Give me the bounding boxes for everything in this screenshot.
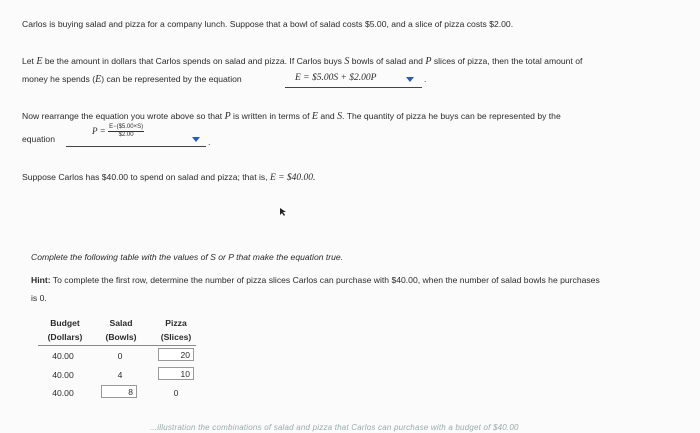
- budget-equation: E = $40.00.: [269, 173, 316, 183]
- mouse-cursor-icon: [279, 207, 287, 217]
- text-segment: bowls of salad and: [349, 56, 426, 66]
- rearranged-dropdown-underline[interactable]: [66, 146, 206, 147]
- var-e: E: [95, 74, 102, 85]
- header-top: Pizza: [165, 318, 187, 328]
- equation-label: equation: [22, 134, 55, 144]
- text-segment: be the amount in dollars that Carlos spends on salad and pizza. If Carlos buys: [42, 56, 345, 66]
- header-bottom: (Dollars): [47, 332, 83, 342]
- text-segment: slices of pizza, then the total amount of: [431, 56, 583, 66]
- hint-line1: [31, 275, 600, 285]
- dropdown-caret-icon[interactable]: [192, 137, 200, 142]
- fraction-denominator: $2.00: [118, 132, 134, 138]
- header-bottom: (Slices): [160, 332, 192, 342]
- text-segment: Suppose Carlos has $40.00 to spend on salad and pizza; that is,: [22, 172, 270, 182]
- text-segment: Now rearrange the equation you wrote above so that: [22, 111, 225, 121]
- period: .: [208, 137, 211, 147]
- cell-pizza: 0: [173, 388, 179, 398]
- bottom-caption: ...illustration the combinations of salad and pizza that Carlos can purchase with a budget of $40.00: [150, 423, 519, 432]
- budget-statement: [22, 172, 315, 183]
- header-bottom: (Bowls): [105, 332, 137, 342]
- cell-salad: 4: [117, 370, 123, 380]
- cell-budget: 40.00: [52, 351, 74, 361]
- text-segment: Let: [22, 56, 37, 66]
- instructions: Complete the following table with the values of S or P that make the equation true.: [31, 252, 344, 262]
- var-e: E: [311, 111, 318, 122]
- hint-line2: is 0.: [31, 293, 47, 303]
- intro-text: Carlos is buying salad and pizza for a company lunch. Suppose that a bowl of salad costs $5.00, and a slice of pizza costs $2.00.: [22, 19, 514, 29]
- header-divider: [38, 345, 196, 346]
- var-p: P: [224, 111, 231, 122]
- hint-text: To complete the first row, determine the number of pizza slices Carlos can purchase with $40.00, when the number of salad bowls he purchases: [50, 275, 600, 285]
- cell-budget: 40.00: [52, 370, 74, 380]
- equation-dropdown-value[interactable]: E = $5.00S + $2.00P: [295, 73, 377, 83]
- fraction-numerator: E−($5.00×S): [109, 124, 144, 130]
- text-segment: is written in terms of: [230, 111, 312, 121]
- pizza-input[interactable]: 10: [158, 367, 194, 380]
- hint-label: Hint:: [31, 275, 51, 285]
- header-top: Budget: [50, 318, 80, 328]
- col-header-pizza: [156, 318, 196, 342]
- header-top: Salad: [109, 318, 133, 328]
- text-segment: and: [317, 111, 338, 121]
- paragraph-equation-line2: [22, 74, 242, 85]
- lhs: P =: [92, 125, 106, 136]
- col-header-budget: [38, 318, 92, 342]
- cell-budget: 40.00: [52, 388, 74, 398]
- col-header-salad: [100, 318, 142, 342]
- period: .: [424, 74, 427, 84]
- paragraph-rearrange: [22, 111, 561, 122]
- equation-dropdown-underline[interactable]: [285, 87, 422, 88]
- cell-salad: 0: [117, 351, 123, 361]
- salad-input[interactable]: 8: [101, 385, 137, 398]
- var-s: S: [344, 56, 350, 67]
- dropdown-caret-icon[interactable]: [406, 77, 414, 82]
- text-segment: ) can be represented by the equation: [101, 74, 242, 84]
- var-p: P: [425, 56, 432, 67]
- text-segment: money he spends (: [22, 74, 96, 84]
- var-s: S: [337, 111, 343, 122]
- rearranged-dropdown-value[interactable]: [92, 124, 144, 139]
- var-e: E: [36, 56, 43, 67]
- pizza-input[interactable]: 20: [158, 348, 194, 361]
- text-segment: . The quantity of pizza he buys can be represented by the: [342, 111, 561, 121]
- paragraph-equation-definition: [22, 56, 582, 67]
